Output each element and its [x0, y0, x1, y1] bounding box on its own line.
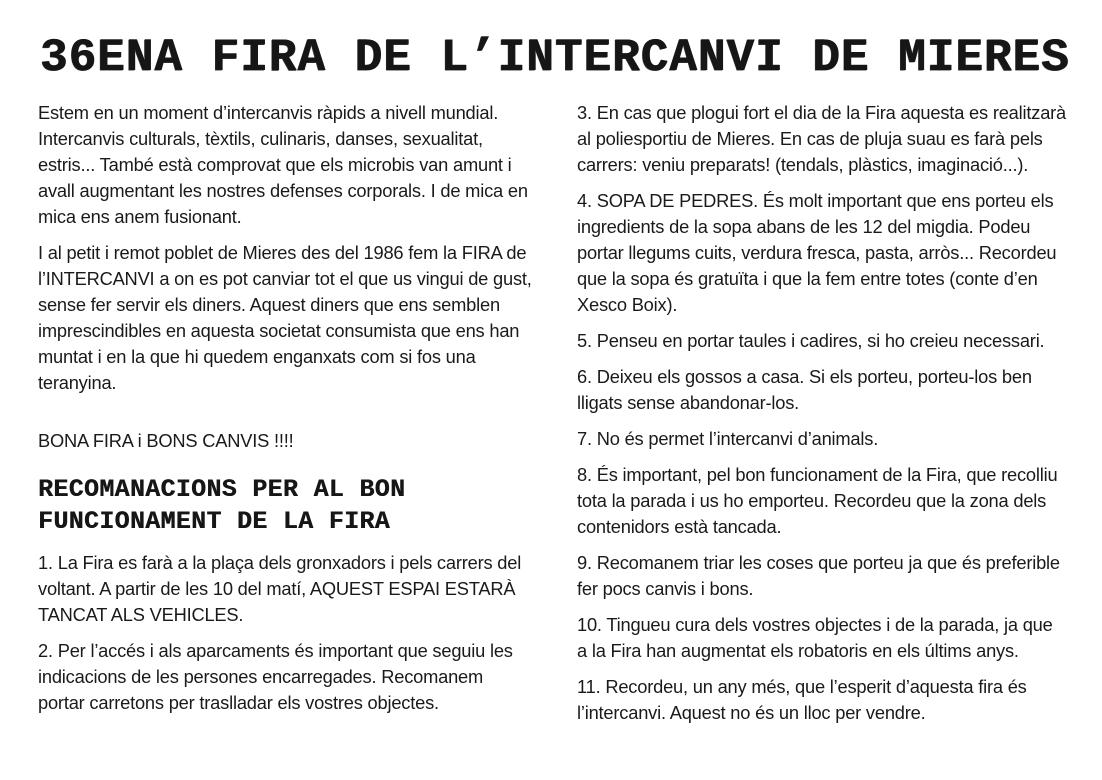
intro-greeting: BONA FIRA i BONS CANVIS !!!!	[38, 430, 294, 451]
left-column	[38, 100, 534, 726]
recommendation-item-5: 5. Penseu en portar taules i cadires, si ho creieu necessari.	[577, 330, 1045, 351]
right-column	[577, 100, 1067, 736]
recommendation-item-2: 2. Per l’accés i als aparcaments és important que seguiu les indicacions de les persones encarregades. Recomanem portar carretons per traslladar els vostres objectes.	[38, 640, 513, 713]
recommendation-item-3: 3. En cas que plogui fort el dia de la Fira aquesta es realitzarà al poliesportiu de Mieres. En cas de pluja suau es farà pels carrers: veniu preparats! (tendals, plàstics, imaginació...).	[577, 102, 1067, 175]
recommendation-item-8: 8. És important, pel bon funcionament de la Fira, que recolliu tota la parada i us ho emporteu. Recordeu que la zona dels contenidors està tancada.	[577, 464, 1058, 537]
recommendation-item-10: 10. Tingueu cura dels vostres objectes i de la parada, ja que a la Fira han augmentat els robatoris en els últims anys.	[577, 614, 1053, 661]
recommendation-item-4: 4. SOPA DE PEDRES. És molt important que ens porteu els ingredients de la sopa abans de les 12 del migdia. Podeu portar llegums cuits, verdura fresca, pasta, arròs... Recordeu que la sopa és gratuïta i que la fem entre totes (conte d’en Xesco Boix).	[577, 190, 1057, 315]
intro-paragraph-1: Estem en un moment d’intercanvis ràpids a nivell mundial. Intercanvis culturals, tèxtils, culinaris, danses, sexualitat, estris... També està comprovat que els microbis van amunt i avall augmentant les nostres defenses corporals. I de mica en mica ens anem fusionant.	[38, 102, 528, 227]
intro-paragraph-2: I al petit i remot poblet de Mieres des del 1986 fem la FIRA de l’INTERCANVI a on es pot canviar tot el que us vingui de gust, sense fer servir els diners. Aquest diners que ens semblen imprescindibles en aquesta societat consumista que ens han muntat i en la que hi quedem enganxats com si fos una teranyina.	[38, 242, 532, 393]
recommendations-heading	[38, 474, 534, 538]
recommendations-heading-line-1: RECOMANACIONS PER AL BON	[38, 475, 406, 504]
recommendation-item-7: 7. No és permet l’intercanvi d’animals.	[577, 428, 879, 449]
recommendation-item-11: 11. Recordeu, un any més, que l’esperit d’aquesta fira és l’intercanvi. Aquest no és un lloc per vendre.	[577, 676, 1027, 723]
page-title: 36ENA FIRA DE L’INTERCANVI DE MIERES	[40, 32, 1070, 84]
recommendations-heading-line-2: FUNCIONAMENT DE LA FIRA	[38, 507, 390, 536]
recommendation-item-6: 6. Deixeu els gossos a casa. Si els porteu, porteu-los ben lligats sense abandonar-los.	[577, 366, 1032, 413]
recommendation-item-1: 1. La Fira es farà a la plaça dels gronxadors i pels carrers del voltant. A partir de les 10 del matí, AQUEST ESPAI ESTARÀ TANCAT ALS VEHICLES.	[38, 552, 522, 625]
recommendation-item-9: 9. Recomanem triar les coses que porteu ja que és preferible fer pocs canvis i bons.	[577, 552, 1060, 599]
